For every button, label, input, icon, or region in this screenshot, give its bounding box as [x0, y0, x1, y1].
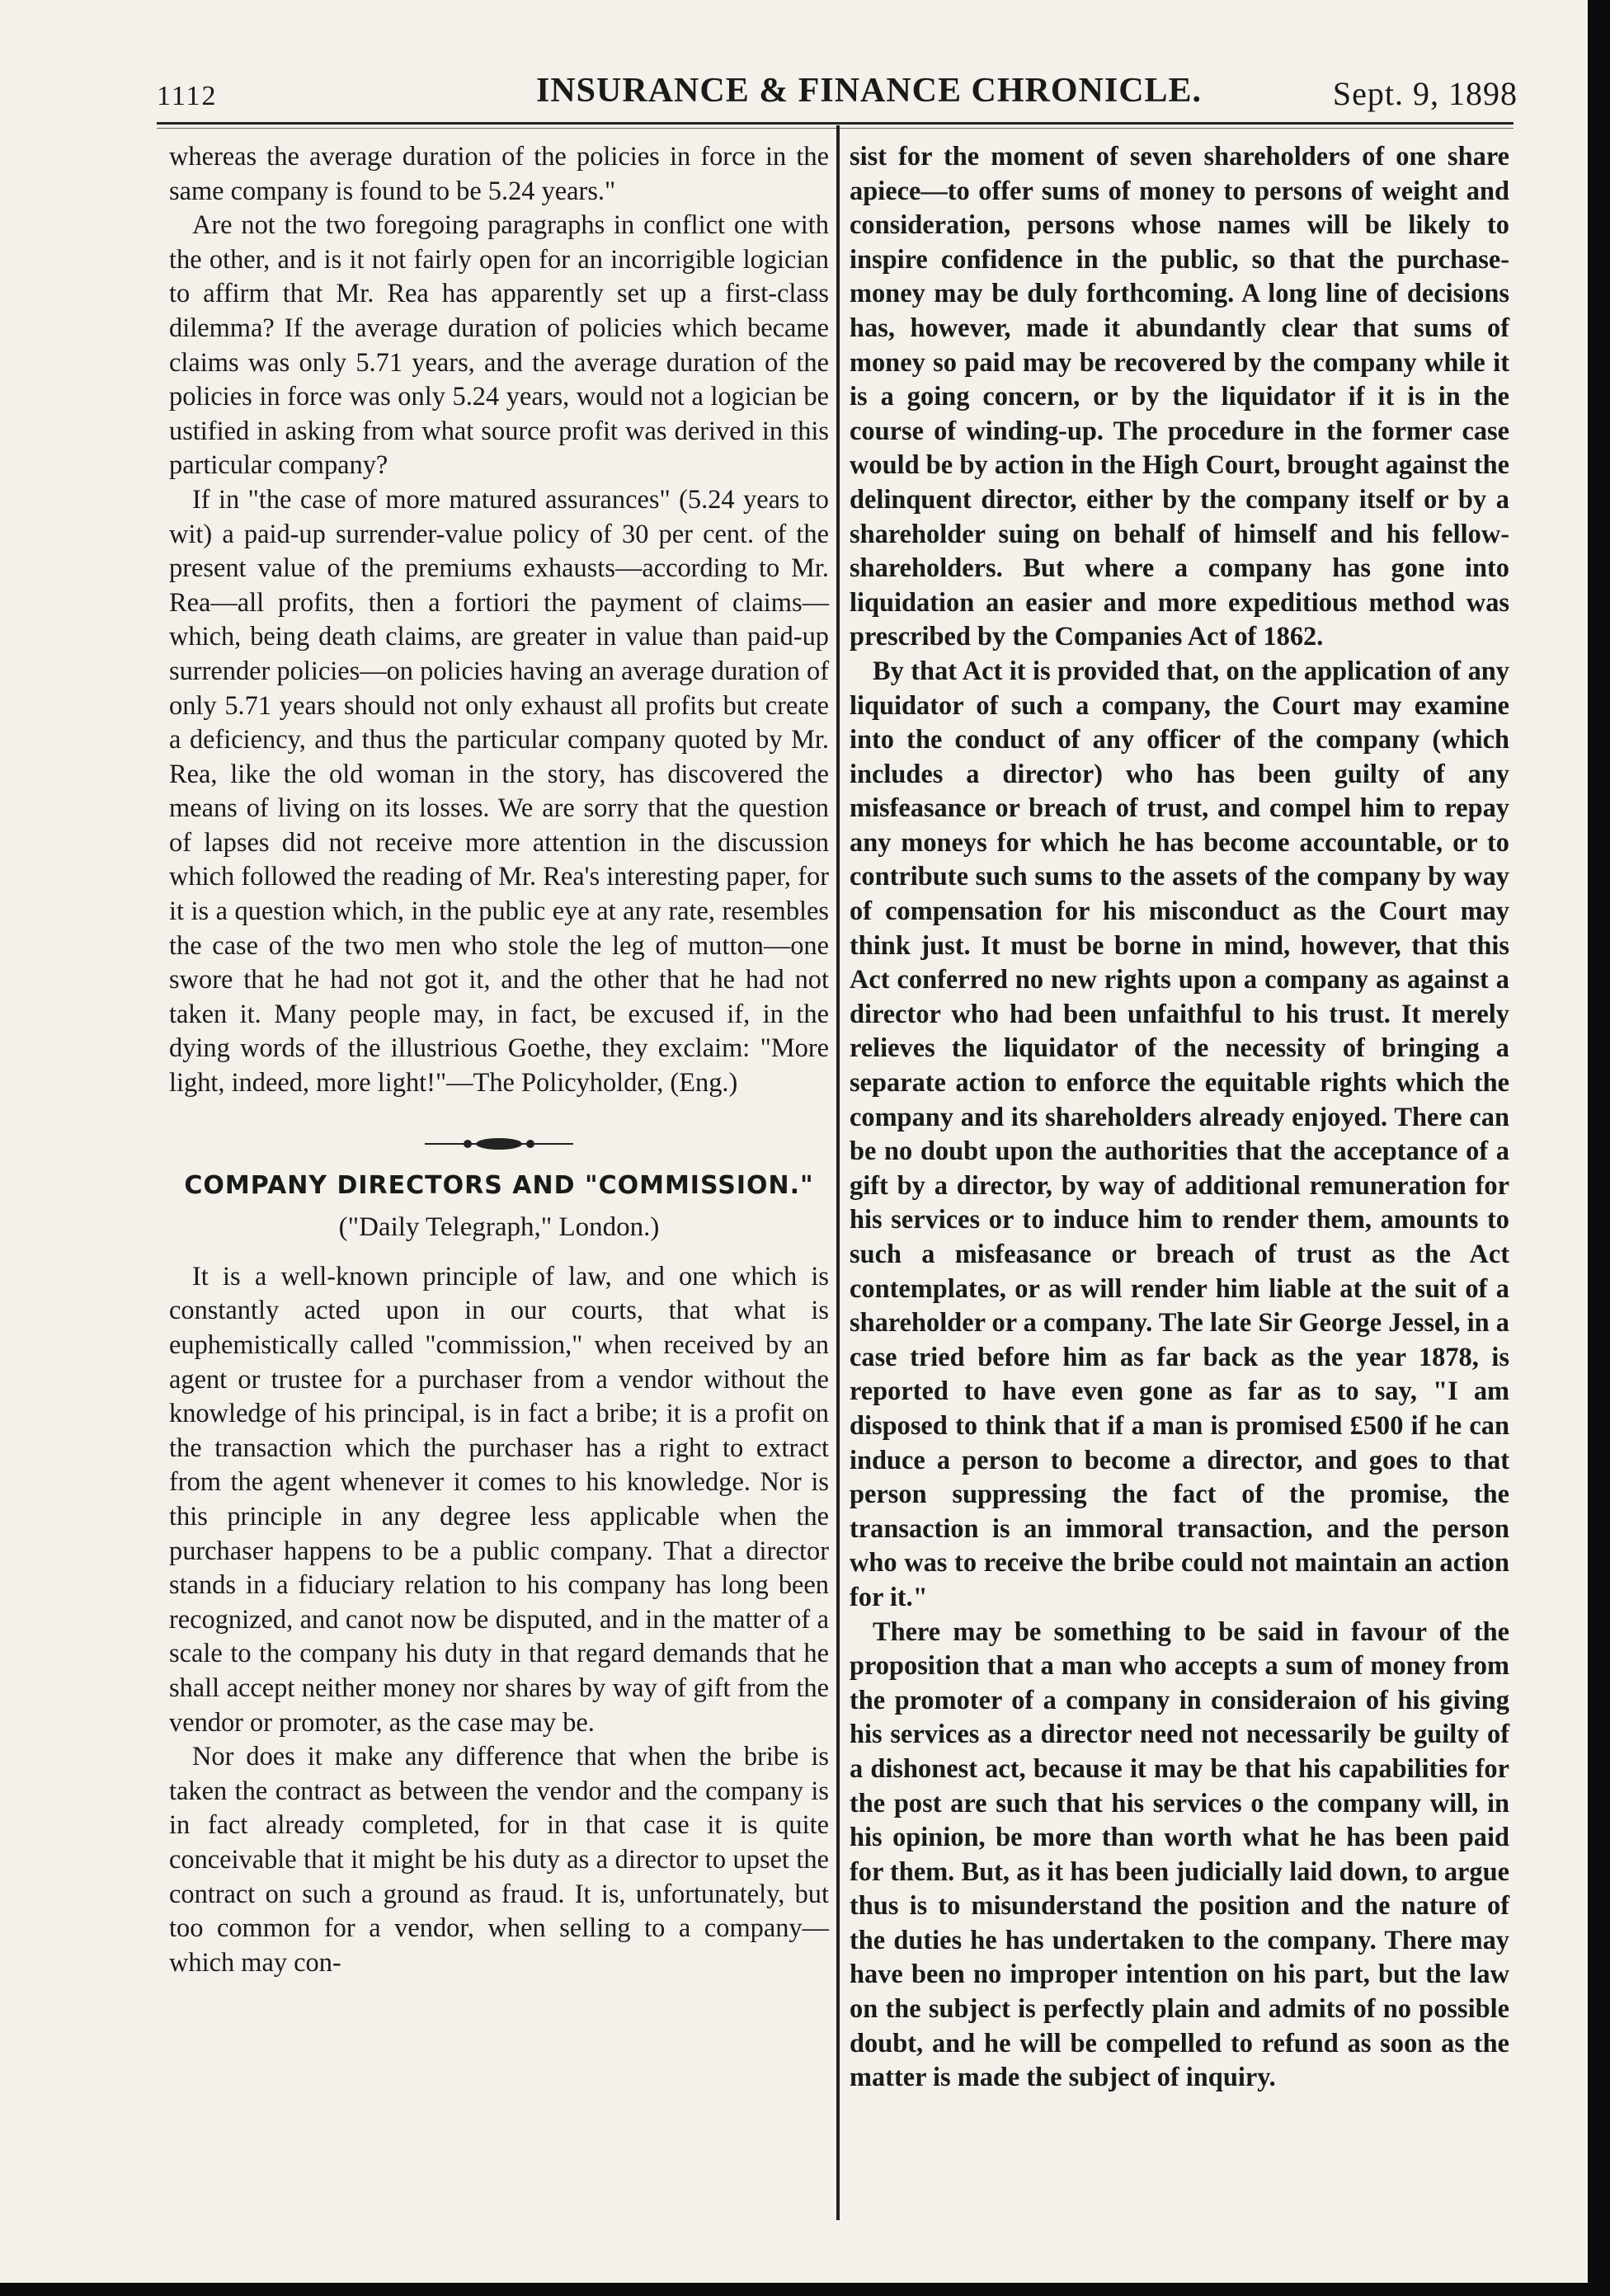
- publication-title: INSURANCE & FINANCE CHRONICLE.: [536, 72, 1203, 110]
- column-divider: [836, 125, 840, 2220]
- paragraph: Are not the two foregoing paragraphs in conflict one with the other, and is it not fairly open for an incorrigible logician to affirm that Mr. Rea has apparently set up a first-class dilemma? If the average duration of policies which became claims was only 5.71 years, and the average duration of the policies in force was only 5.24 years, would not a logician be ustified in asking from what source profit was derived in this particular company?: [169, 210, 829, 481]
- paragraph: Nor does it make any difference that when the bribe is taken the contract as between the vendor and the company is in fact already completed, for in that case it is quite conceivable that it might be his duty as a director to upset the contract on such a ground as fraud. It is, unfortunately, but too common for a vendor, when selling to a company—which may con-: [169, 1742, 829, 1978]
- paragraph: By that Act it is provided that, on the application of any liquidator of such a company, the Court may examine into the conduct of any officer of the company (which includes a director) who has been guilty of any misfeasance or breach of trust, and compel him to repay any moneys for which he has become accountable, or to contribute such sums to the assets of the company by way of compensation for his misconduct as the Court may think just. It must be borne in mind, however, that this Act conferred no new rights upon a company as against a director who had been unfaithful to his trust. It merely relieves the liquidator of the necessity of bringing a separate action to enforce the equitable rights which the company and its shareholders already enjoyed. There can be no doubt upon the authorities that the acceptance of a gift by a director, by way of additional remuneration for his services or to induce him to render them, amounts to such a misfeasance or breach of trust as the Act contemplates, or as will render him liable at the suit of a shareholder or a company. The late Sir George Jessel, in a case tried before him as far back as the year 1878, is reported to have even gone as far as to say, "I am disposed to think that if a man is promised £500 if he can induce a person to become a director, and goes to that person suppressing the fact of the promise, the transaction is an immoral transaction, and the person who was to receive the bribe could not maintain an action for it.": [850, 656, 1509, 1612]
- issue-date: Sept. 9, 1898: [1332, 75, 1518, 112]
- page-header: [157, 66, 1518, 115]
- page-number: 1112: [157, 81, 218, 111]
- scan-border: [1588, 0, 1610, 2296]
- paragraph: It is a well-known principle of law, and one which is constantly acted upon in our courts, that what is euphemistically called "commission," when received by an agent or trustee for a purchaser from a vendor without the knowledge of his principal, is in fact a bribe; it is a profit on the transaction which the purchaser has a right to extract from the agent whenever it comes to his knowledge. Nor is this principle in any degree less applicable when the purchaser happens to be a public company. That a director stands in a fiduciary relation to his company has long been recognized, and canot now be disputed, and in the matter of a scale to the company his duty in that regard demands that he shall accept neither money nor shares by way of gift from the vendor or promoter, as the case may be.: [169, 1261, 829, 1738]
- paragraph: whereas the average duration of the policies in force in the same company is found to be 5.24 years.": [169, 142, 829, 206]
- paragraph: sist for the moment of seven shareholders of one share apiece—to offer sums of money to persons of weight and consideration, persons whose names will be likely to inspire confidence in the public, so that the purchase-money may be duly forthcoming. A long line of decisions has, however, made it abundantly clear that sums of money so paid may be recovered by the company while it is a going concern, or by the liquidator if it is in the course of winding-up. The procedure in the former case would be by action in the High Court, brought against the delinquent director, either by the company itself or by a shareholder suing on behalf of himself and his fellow-shareholders. But where a company has gone into liquidation an easier and more expeditious method was prescribed by the Companies Act of 1862.: [850, 142, 1509, 652]
- section-ornament: [425, 1137, 573, 1150]
- paragraph: There may be something to be said in favour of the proposition that a man who accepts a sum of money from the promoter of a company in consideraion of his giving his services as a director need not necessarily be guilty of a dishonest act, because it may be that his capabilities for the post are such that his services o the company will, in his opinion, be more than worth what he has been paid for them. But, as it has been judicially laid down, to argue thus is to misunderstand the position and the nature of the duties he has undertaken to the company. There may have been no improper intention on his part, but the law on the subject is perfectly plain and admits of no possible doubt, and he will be compelled to refund as soon as the matter is made the subject of inquiry.: [850, 1616, 1509, 2093]
- article-heading: COMPANY DIRECTORS AND "COMMISSION.": [184, 1170, 814, 1200]
- paragraph: If in "the case of more matured assurances" (5.24 years to wit) a paid-up surrender-value policy of 30 per cent. of the present value of the premiums exhausts—according to Mr. Rea—all profits, then a fortiori the payment of claims—which, being death claims, are greater in value than paid-up surrender policies—on policies having an average duration of only 5.71 years should not only exhaust all profits but create a deficiency, and thus the particular company quoted by Mr. Rea, like the old woman in the story, has discovered the means of living on its losses. We are sorry that the question of lapses did not receive more attention in the discussion which followed the reading of Mr. Rea's interesting paper, for it is a question which, in the public eye at any rate, resembles the case of the two men who stole the leg of mutton—one swore that he had not got it, and the other that he had not taken it. Many people may, in fact, be excused if, in the dying words of the illustrious Goethe, they exclaim: "More light, indeed, more light!"—The Policyholder, (Eng.): [169, 484, 829, 1099]
- right-column: [850, 140, 1509, 2096]
- article-source: ("Daily Telegraph," London.): [338, 1212, 660, 1243]
- left-column: [169, 140, 829, 1980]
- header-rule: [157, 122, 1513, 125]
- header-rule-thin: [157, 128, 1513, 129]
